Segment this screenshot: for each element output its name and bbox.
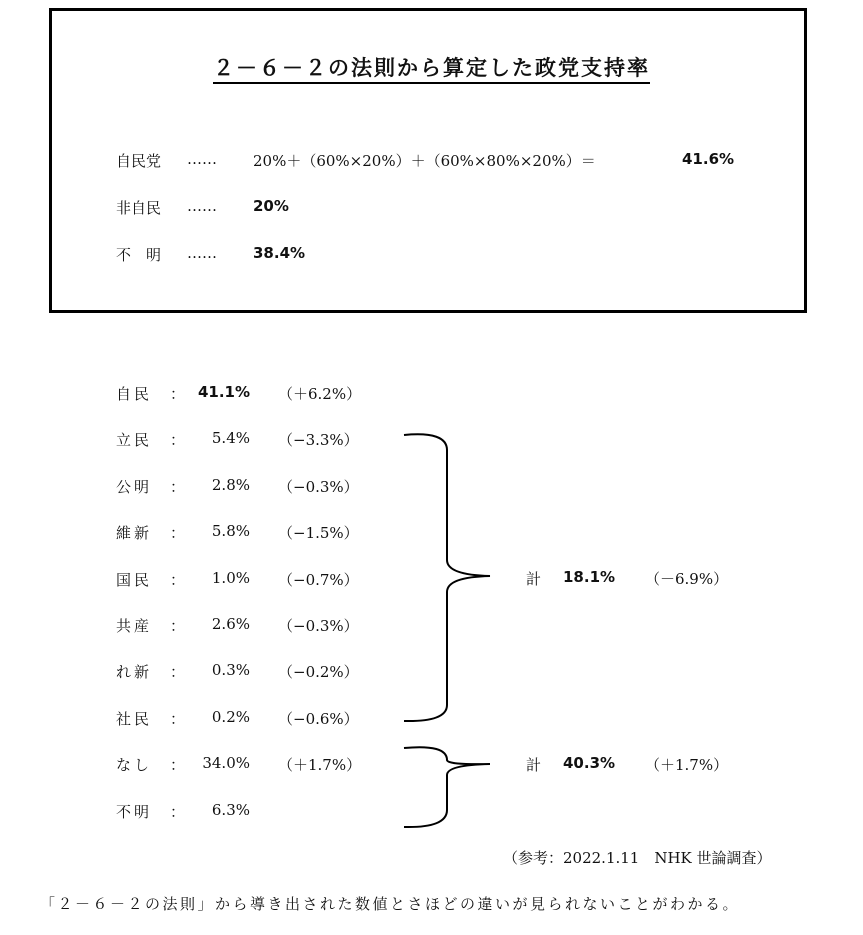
party-diff: （−0.6%） [278, 710, 359, 728]
party-diff: （−0.2%） [278, 663, 359, 681]
opposition-bracket [404, 434, 490, 721]
party-value: 34.0% [202, 754, 250, 772]
summary-result-ldp: 41.6% [682, 150, 735, 168]
party-name: 国民 [116, 571, 153, 589]
summary-dots-non-ldp: …… [187, 197, 217, 215]
summary-result-unknown: 38.4% [253, 244, 306, 262]
party-name: なし [116, 756, 153, 774]
none-unknown-bracket [404, 747, 490, 827]
party-colon: ： [170, 710, 189, 728]
party-value: 41.1% [197, 383, 250, 401]
party-diff: （＋1.7%） [278, 756, 362, 774]
summary-result-non-ldp: 20% [253, 197, 289, 215]
party-value: 1.0% [211, 569, 250, 587]
total-diff-opposition: （－6.9%） [645, 570, 729, 588]
party-diff: （−0.3%） [278, 478, 359, 496]
summary-label-ldp: 自民党 [116, 152, 162, 170]
summary-dots-ldp: …… [187, 150, 217, 168]
party-name: 公明 [116, 478, 153, 496]
total-value-none: 40.3% [563, 754, 616, 772]
party-name: 不明 [116, 803, 153, 821]
conclusion-text: 「２－６－２の法則」から導き出された数値とさほどの違いが見られないことがわかる。 [40, 895, 741, 913]
party-colon: ： [170, 571, 189, 589]
party-value: 2.6% [211, 615, 250, 633]
party-diff: （−1.5%） [278, 524, 359, 542]
party-colon: ： [170, 524, 189, 542]
party-diff: （＋6.2%） [278, 385, 362, 403]
party-colon: ： [170, 663, 189, 681]
party-colon: ： [170, 803, 189, 821]
party-diff: （−0.3%） [278, 617, 359, 635]
party-colon: ： [170, 756, 189, 774]
party-value: 5.8% [211, 522, 250, 540]
party-name: れ新 [116, 663, 153, 681]
total-label-none: 計 [526, 756, 542, 774]
party-colon: ： [170, 617, 189, 635]
party-value: 0.2% [211, 708, 250, 726]
party-value: 2.8% [211, 476, 250, 494]
party-value: 0.3% [211, 661, 250, 679]
party-diff: （−0.7%） [278, 571, 359, 589]
reference-note: （参考：2022.1.11 NHK 世論調査） [503, 849, 772, 867]
party-colon: ： [170, 431, 189, 449]
party-name: 立民 [116, 431, 153, 449]
summary-title: ２－６－２の法則から算定した政党支持率 [0, 52, 863, 82]
party-name: 共産 [116, 617, 153, 635]
total-label-opposition: 計 [526, 570, 542, 588]
party-colon: ： [170, 385, 189, 403]
summary-label-non-ldp: 非自民 [116, 199, 162, 217]
party-name: 社民 [116, 710, 153, 728]
total-diff-none: （＋1.7%） [645, 756, 729, 774]
party-name: 維新 [116, 524, 153, 542]
summary-label-unknown: 不 明 [116, 246, 162, 264]
party-value: 6.3% [211, 801, 250, 819]
party-diff: （−3.3%） [278, 431, 359, 449]
party-value: 5.4% [211, 429, 250, 447]
summary-expression-ldp: 20%＋（60%×20%）＋（60%×80%×20%）＝ [253, 152, 596, 170]
party-colon: ： [170, 478, 189, 496]
summary-dots-unknown: …… [187, 244, 217, 262]
party-name: 自民 [116, 385, 153, 403]
total-value-opposition: 18.1% [563, 568, 616, 586]
